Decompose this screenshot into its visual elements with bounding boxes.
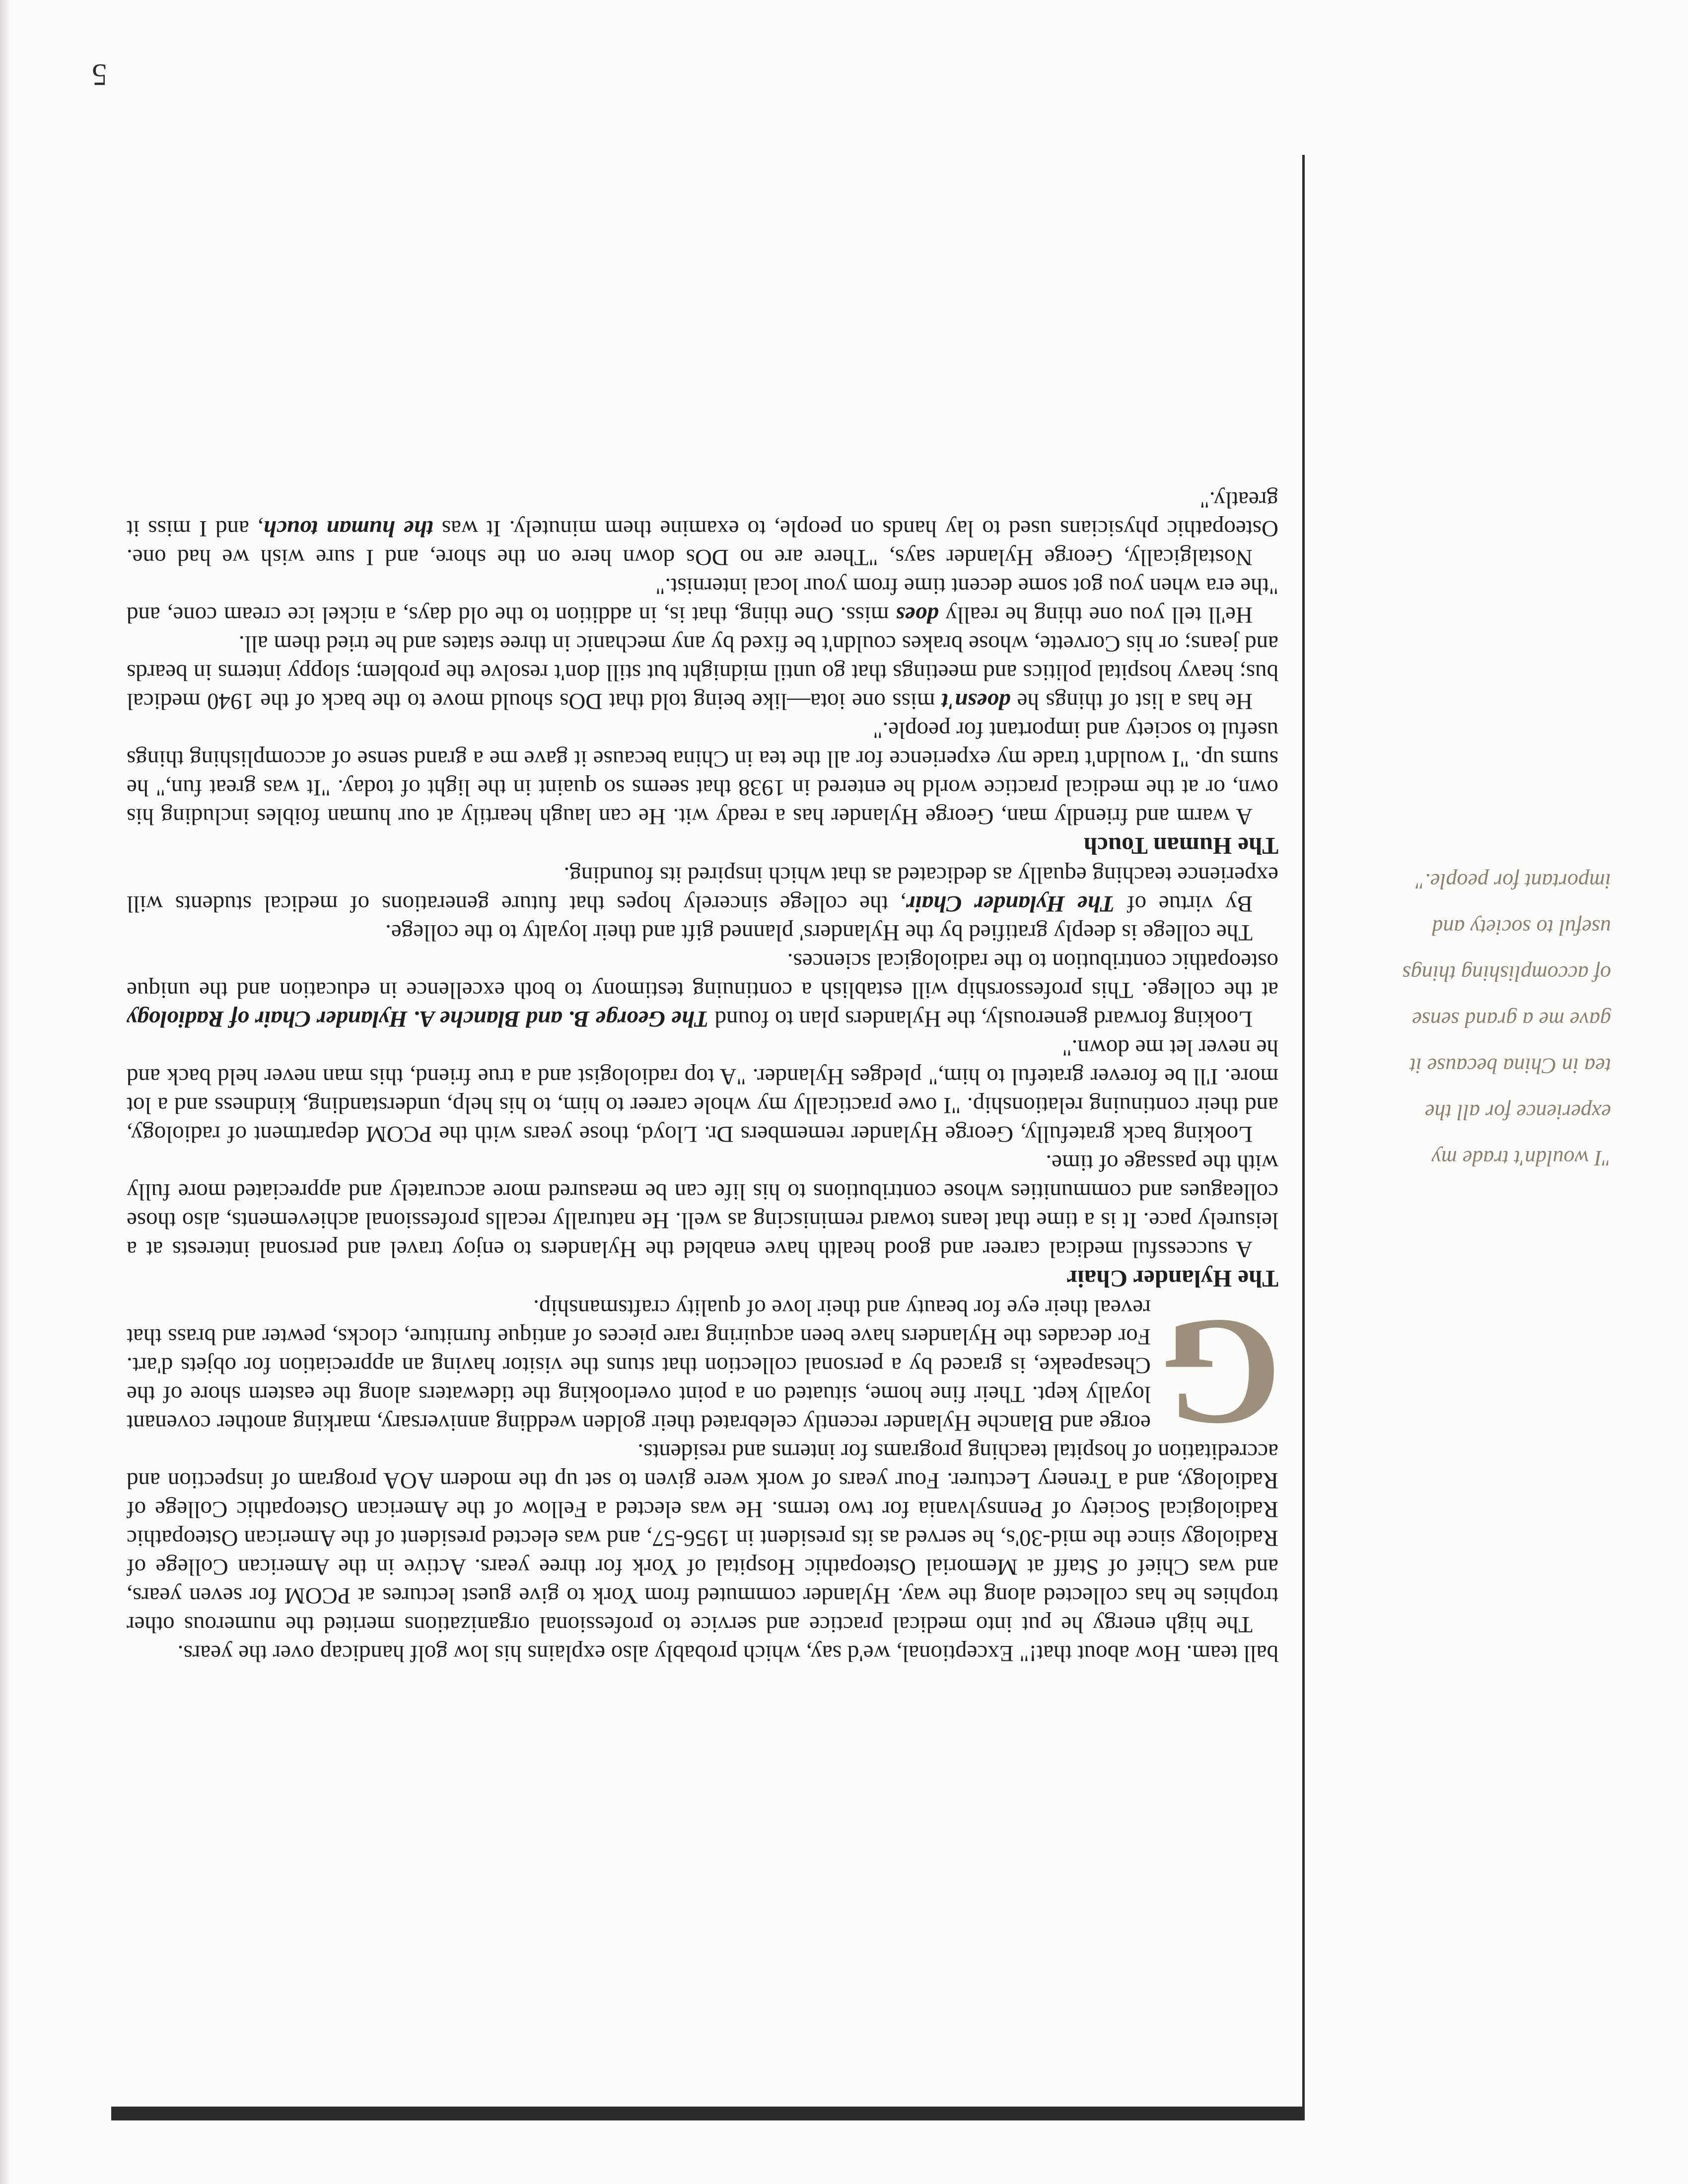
body-paragraph: Looking back gratefully, George Hylander remembers Dr. Lloyd, those years with the PCOM department of radiology, and their continuing relationship. "I owe practically my whole career to him, to his help, understanding, kindness and a lot more. I'll be forever grateful to him," pledges Hylander. "A top radiologist and a true friend, this man never held back and he never let me down." (127, 1035, 1278, 1147)
body-paragraph: A successful medical career and good health have enabled the Hylanders to enjoy travel and personal interests at a leisurely pace. It is a time that leans toward reminiscing as well. He naturally recalls professional achievements, also those colleagues and communities whose contributions to his life can be measured more accurately and appreciated more fully with the passage of time. (127, 1150, 1278, 1262)
body-paragraph: ball team. How about that!" Exceptional, we'd say, which probably also explains his low golf handicap over the years. (177, 1640, 1278, 1666)
section-heading: The Hylander Chair (1066, 1265, 1278, 1293)
scan-edge-shadow (0, 0, 10, 2184)
page-number: 5 (92, 58, 107, 91)
body-paragraph (127, 485, 1278, 572)
text-run: at the college. This professorship will establish a continuing testimony to both excellence in education and the unique osteopathic contribution to the radiological sciences. (127, 949, 1278, 1003)
text-run: He'll tell you one thing he really (938, 602, 1253, 628)
pull-quote-line: gave me a grand sense (1412, 1008, 1611, 1032)
text-run: , the college sincerely hopes that future generations of medical students will experience teaching equally as dedicated as that which inspired its founding. (127, 862, 1278, 917)
body-paragraph: The college is deeply gratified by the Hylanders' planned gift and their loyalty to the college. (385, 920, 1253, 946)
dropcap-paragraph-text: eorge and Blanche Hylander recently celebrated their golden wedding anniversary, marking another covenant loyally kept. Their fine home, situated on a point overlooking the tidewaters along the eastern shore of the Chesapeake, is graced by a personal collection that stuns the visitor having an appreciation for objets d'art. For decades the Hylanders have been acquiring rare pieces of antique furniture, clocks, pewter and brass that reveal their eye for beauty and their love of quality craftsmanship. (127, 1295, 1151, 1436)
body-paragraph: A warm and friendly man, George Hylander has a ready wit. He can laugh heartily at our human foibles including his own, or at the medical practice world he entered in 1938 that seems so quaint in the light of today. "It was great fun," he sums up. "I wouldn't trade my experience for all the tea in China because it gave me a grand sense of accomplishing things useful to society and important for people." (127, 717, 1278, 829)
body-paragraph-dropcap (127, 1288, 1281, 1458)
body-paragraph (127, 629, 1278, 716)
article-body (126, 485, 1281, 1668)
pull-quote-line: "I wouldn't trade my (1431, 1146, 1611, 1170)
pull-quote-line: important for people." (1415, 869, 1611, 893)
text-run: miss. One thing, that is, in addition to the old days, a nickel ice cream cone, and "the era when you got some decent time from your local internist." (127, 573, 1278, 628)
emphasis: doesn't (941, 688, 1011, 714)
text-run: By virtue of (1115, 891, 1253, 917)
pull-quote-line: tea in China because it (1409, 1054, 1611, 1078)
body-paragraph (127, 861, 1278, 918)
column-rule (1302, 155, 1305, 2120)
text-run: Looking forward generously, the Hylanders plan to found (708, 1006, 1253, 1032)
text-run: He has a list of things he (1010, 688, 1253, 714)
text-run: Nostalgically, George Hylander says, "There are no DOs down here on the shore, and I sure wish we had one. Osteopathic physicians used to lay hands on people, to examine them minutely. It was (127, 516, 1278, 570)
emphasis: the human touch (263, 516, 433, 542)
emphasis: does (896, 602, 939, 628)
body-paragraph: The high energy he put into medical practice and service to professional organizations merited the numerous other trophies he has collected along the way. Hylander commuted from York to give guest lectures at PCOM for seven years, and was Chief of Staff at Memorial Osteopathic Hospital of York for three years. Active in the American College of Radiology since the mid-30's, he served as its president in 1956-57, and was elected president of the American Osteopathic Radiological Society of Pennsylvania for two terms. He was elected a Fellow of the American Osteopathic College of Radiology, and a Trenery Lecturer. Four years of work were given to set up the modern AOA program of inspection and accreditation of hospital teaching programs for interns and residents. (127, 1439, 1278, 1638)
pull-quote (1333, 858, 1611, 1181)
pull-quote-line: useful to society and (1432, 915, 1611, 940)
top-rule (111, 2107, 1303, 2120)
text-run: miss one iota—like being told that DOs should move to the back of the 1940 medical bus; heavy hospital politics and meetings that go until midnight but still don't resolve the problem; sloppy interns in beards and jeans; or his Corvette, whose brakes couldn't be fixed by any mechanic in three states and he tried them all. (127, 631, 1278, 714)
pull-quote-line: experience for all the (1424, 1100, 1611, 1124)
chair-name: The George B. and Blanche A. Hylander Chair of Radiology (126, 1006, 709, 1032)
chair-name-short: The Hylander Chair (906, 891, 1115, 917)
body-paragraph (127, 572, 1278, 629)
section-heading: The Human Touch (1083, 832, 1278, 860)
pull-quote-line: of accomplishing things (1402, 961, 1611, 986)
drop-cap-letter: G (1161, 1288, 1281, 1458)
text-run: , and I miss it greatly." (126, 487, 1278, 542)
body-paragraph (127, 947, 1278, 1033)
